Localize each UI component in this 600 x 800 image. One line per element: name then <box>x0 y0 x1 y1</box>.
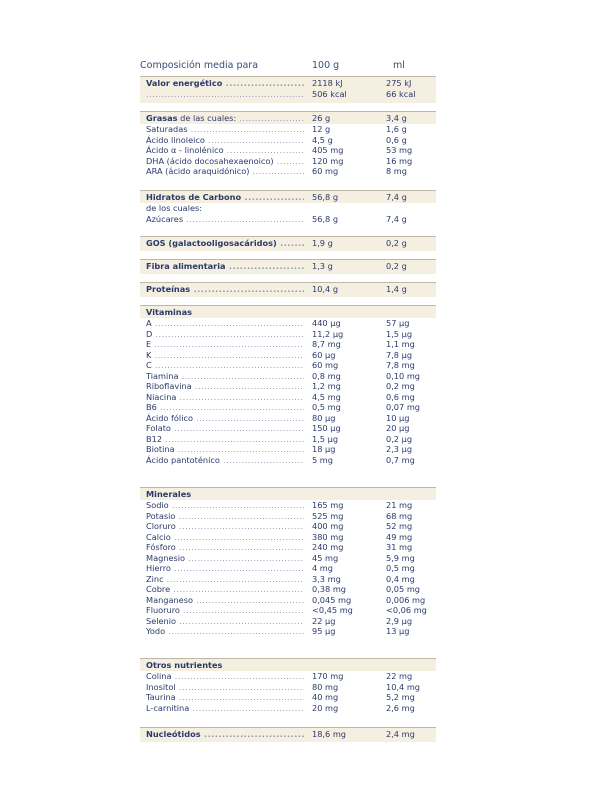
sugars-100g: 56,8 g <box>312 213 339 224</box>
vitamin-row <box>140 392 436 403</box>
other-nutrient-row <box>140 703 436 714</box>
carbs-sub-label: de los cuales: <box>146 203 203 213</box>
mineral-row <box>140 500 436 511</box>
value-per-ml: 0,006 mg <box>386 594 426 605</box>
fats-100g: 26 g <box>312 113 331 123</box>
nutrient-name: Cobre ..... <box>146 584 304 595</box>
value-per-100g: 8,7 mg <box>312 339 341 349</box>
mineral-row <box>140 563 436 574</box>
fats-label: Grasas de las cuales: ..... <box>146 112 304 124</box>
nutrient-name: Yodo ..... <box>146 626 304 637</box>
energy-row-kj <box>140 77 436 89</box>
mineral-row <box>140 553 436 564</box>
minerals-title-row <box>140 488 436 500</box>
carbs-label: Hidratos de Carbono ..... <box>146 191 304 203</box>
nutrient-name: Saturadas ..... <box>146 124 304 135</box>
nutrient-name: B6 ..... <box>146 402 304 413</box>
value-per-ml: 2,3 µg <box>386 444 413 454</box>
energy-section <box>140 76 436 103</box>
vitamin-row <box>140 350 436 361</box>
minerals-section <box>140 487 436 653</box>
value-per-100g: 380 mg <box>312 531 344 542</box>
value-per-ml: 13 µg <box>386 626 410 636</box>
value-per-100g: 0,045 mg <box>312 594 352 605</box>
nutrient-name: D ..... <box>146 329 304 340</box>
protein-100g: 10,4 g <box>312 284 339 294</box>
nutrient-name: Taurina ..... <box>146 692 304 703</box>
nutrient-name: Magnesio ..... <box>146 553 304 564</box>
vitamin-row <box>140 371 436 382</box>
value-per-100g: 165 mg <box>312 500 344 510</box>
value-per-ml: 53 mg <box>386 145 413 155</box>
vitamin-row <box>140 360 436 371</box>
vitamin-row <box>140 413 436 424</box>
nutrient-name: Ácido pantoténico ..... <box>146 455 304 466</box>
fats-ml: 3,4 g <box>386 113 407 123</box>
mineral-row <box>140 521 436 532</box>
gos-row <box>140 237 436 249</box>
vitamin-row <box>140 402 436 413</box>
nutrient-name: Zinc ..... <box>146 574 304 585</box>
nutrient-name: K ..... <box>146 350 304 361</box>
nucleotides-section <box>140 727 436 742</box>
gos-section <box>140 236 436 251</box>
fats-list <box>140 124 436 177</box>
nutrient-name: Manganeso ..... <box>146 595 304 606</box>
nutrient-name: Riboflavina ..... <box>146 381 304 392</box>
value-per-ml: 10 µg <box>386 412 410 423</box>
sugars-label: Azúcares ..... <box>146 214 304 225</box>
value-per-ml: 8 mg <box>386 166 407 176</box>
value-per-100g: 400 mg <box>312 521 344 531</box>
gos-ml: 0,2 g <box>386 238 407 248</box>
header-per-ml: ml <box>393 60 405 71</box>
vitamin-row <box>140 444 436 455</box>
value-per-ml: 0,6 g <box>386 134 407 145</box>
value-per-ml: 5,9 mg <box>386 552 415 563</box>
value-per-ml: 57 µg <box>386 318 410 328</box>
energy-kcal-100g: 506 kcal <box>312 89 347 99</box>
fibre-label: Fibra alimentaria ..... <box>146 260 304 272</box>
value-per-ml: 7,8 mg <box>386 360 415 370</box>
nutrient-name: ARA (ácido araquidónico) ..... <box>146 166 304 177</box>
value-per-100g: 240 mg <box>312 542 344 552</box>
gos-100g: 1,9 g <box>312 238 333 248</box>
value-per-ml: 21 mg <box>386 500 413 510</box>
other-nutrient-row <box>140 692 436 703</box>
nutrient-name: DHA (ácido docosahexaenoico) ..... <box>146 156 304 167</box>
vitamin-row <box>140 339 436 350</box>
sugars-ml: 7,4 g <box>386 213 407 224</box>
value-per-100g: 60 mg <box>312 166 339 176</box>
nutrient-name: Inositol ..... <box>146 682 304 693</box>
fibre-100g: 1,3 g <box>312 261 333 271</box>
value-per-ml: 0,10 mg <box>386 370 421 381</box>
nutrient-name: Tiamina ..... <box>146 371 304 382</box>
others-title-row <box>140 659 436 671</box>
nutrient-name: Cloruro ..... <box>146 521 304 532</box>
value-per-ml: 16 mg <box>386 155 413 166</box>
nutrient-name: Selenio ..... <box>146 616 304 627</box>
mineral-row <box>140 595 436 606</box>
nutrient-name: Ácido fólico ..... <box>146 413 304 424</box>
nutrient-name: C ..... <box>146 360 304 371</box>
nutrient-name: Colina ..... <box>146 671 304 682</box>
value-per-ml: 2,9 µg <box>386 615 413 626</box>
value-per-100g: 1,2 mg <box>312 381 341 391</box>
vitamin-row <box>140 329 436 340</box>
others-list <box>140 671 436 713</box>
value-per-100g: 120 mg <box>312 155 344 166</box>
mineral-row <box>140 616 436 627</box>
carbs-row <box>140 191 436 203</box>
value-per-ml: 22 mg <box>386 671 413 681</box>
minerals-label: Minerales <box>146 489 192 499</box>
vitamins-section <box>140 305 436 481</box>
value-per-100g: 4,5 g <box>312 134 333 145</box>
value-per-ml: 7,8 µg <box>386 349 413 360</box>
protein-section <box>140 282 436 297</box>
header-label: Composición media para <box>140 60 259 71</box>
value-per-100g: 1,5 µg <box>312 433 339 444</box>
value-per-ml: 0,2 mg <box>386 381 415 391</box>
nutrient-name: Sodio ..... <box>146 500 304 511</box>
value-per-100g: 12 g <box>312 124 331 134</box>
value-per-100g: 440 µg <box>312 318 341 328</box>
value-per-ml: 52 mg <box>386 521 413 531</box>
nutrient-name: Biotina ..... <box>146 444 304 455</box>
vitamins-list <box>140 318 436 465</box>
mineral-row <box>140 605 436 616</box>
carbs-100g: 56,8 g <box>312 192 339 202</box>
mineral-row <box>140 584 436 595</box>
value-per-100g: 4,5 mg <box>312 391 341 402</box>
value-per-100g: 4 mg <box>312 563 333 573</box>
value-per-ml: 0,4 mg <box>386 573 415 584</box>
nutrient-name: Fósforo ..... <box>146 542 304 553</box>
value-per-ml: 49 mg <box>386 531 413 542</box>
fat-row <box>140 124 436 135</box>
value-per-ml: <0,06 mg <box>386 605 427 615</box>
protein-row <box>140 283 436 295</box>
nucleotides-100g: 18,6 mg <box>312 729 347 739</box>
nutrient-name: B12 ..... <box>146 434 304 445</box>
value-per-100g: 95 µg <box>312 626 336 636</box>
value-per-100g: 20 mg <box>312 702 339 713</box>
value-per-100g: 22 µg <box>312 615 336 626</box>
energy-kcal-ml: 66 kcal <box>386 89 416 99</box>
value-per-100g: 170 mg <box>312 671 344 681</box>
nutrient-name: Niacina ..... <box>146 392 304 403</box>
mineral-row <box>140 542 436 553</box>
energy-label: Valor energético ..... <box>146 77 304 89</box>
value-per-100g: 45 mg <box>312 552 339 563</box>
value-per-ml: 1,6 g <box>386 124 407 134</box>
others-section <box>140 658 436 719</box>
fat-row <box>140 166 436 177</box>
value-per-100g: 11,2 µg <box>312 328 344 339</box>
value-per-ml: 5,2 mg <box>386 692 415 702</box>
value-per-ml: 0,07 mg <box>386 402 421 412</box>
value-per-ml: 20 µg <box>386 423 410 433</box>
nutrient-name: Hierro ..... <box>146 563 304 574</box>
value-per-100g: 405 mg <box>312 145 344 155</box>
value-per-100g: 5 mg <box>312 454 333 465</box>
carbs-sub-row <box>140 203 436 214</box>
nutrient-name: Potasio ..... <box>146 511 304 522</box>
value-per-100g: 18 µg <box>312 444 336 454</box>
vitamin-row <box>140 423 436 434</box>
fibre-row <box>140 260 436 272</box>
fibre-ml: 0,2 g <box>386 261 407 271</box>
table-header <box>140 60 440 76</box>
nutrient-name: Folato ..... <box>146 423 304 434</box>
value-per-ml: 0,6 mg <box>386 391 415 402</box>
carbs-ml: 7,4 g <box>386 192 407 202</box>
value-per-100g: 0,5 mg <box>312 402 341 412</box>
gos-label: GOS (galactooligosacáridos) ..... <box>146 237 304 249</box>
protein-label: Proteínas ..... <box>146 283 304 295</box>
energy-kj-ml: 275 kJ <box>386 78 412 88</box>
sugars-row <box>140 214 436 225</box>
mineral-row <box>140 532 436 543</box>
vitamins-label: Vitaminas <box>146 307 193 317</box>
vitamins-title-row <box>140 306 436 318</box>
value-per-100g: <0,45 mg <box>312 605 353 615</box>
protein-ml: 1,4 g <box>386 284 407 294</box>
value-per-ml: 0,5 mg <box>386 563 415 573</box>
value-per-ml: 0,7 mg <box>386 454 415 465</box>
others-label: Otros nutrientes <box>146 660 223 670</box>
value-per-ml: 31 mg <box>386 542 413 552</box>
value-per-100g: 0,38 mg <box>312 584 347 594</box>
fats-section <box>140 111 436 184</box>
value-per-100g: 80 µg <box>312 412 336 423</box>
energy-kcal-leader <box>146 89 304 100</box>
value-per-ml: 0,2 µg <box>386 433 413 444</box>
vitamin-row <box>140 381 436 392</box>
value-per-ml: 68 mg <box>386 510 413 521</box>
other-nutrient-row <box>140 671 436 682</box>
value-per-100g: 60 µg <box>312 349 336 360</box>
nutrient-name: A ..... <box>146 318 304 329</box>
vitamin-row <box>140 318 436 329</box>
nucleotides-row <box>140 728 436 740</box>
minerals-list <box>140 500 436 637</box>
value-per-100g: 0,8 mg <box>312 370 341 381</box>
fats-row <box>140 112 436 124</box>
value-per-ml: 1,5 µg <box>386 328 413 339</box>
header-per-100g: 100 g <box>312 60 340 71</box>
mineral-row <box>140 511 436 522</box>
value-per-100g: 60 mg <box>312 360 339 370</box>
mineral-row <box>140 574 436 585</box>
nutrient-name: Ácido α - linolénico ..... <box>146 145 304 156</box>
nutrient-name: Ácido linoleico ..... <box>146 135 304 146</box>
value-per-100g: 3,3 mg <box>312 573 341 584</box>
value-per-100g: 150 µg <box>312 423 341 433</box>
value-per-ml: 2,6 mg <box>386 702 415 713</box>
mineral-row <box>140 626 436 637</box>
value-per-100g: 40 mg <box>312 692 339 702</box>
nutrient-name: E ..... <box>146 339 304 350</box>
fat-row <box>140 145 436 156</box>
value-per-100g: 80 mg <box>312 681 339 692</box>
nucleotides-label: Nucleótidos ..... <box>146 728 304 740</box>
fibre-section <box>140 259 436 274</box>
energy-kj-100g: 2118 kJ <box>312 78 343 88</box>
nucleotides-ml: 2,4 mg <box>386 729 415 739</box>
fat-row <box>140 156 436 167</box>
fat-row <box>140 135 436 146</box>
vitamin-row <box>140 455 436 466</box>
value-per-ml: 0,05 mg <box>386 584 421 594</box>
energy-row-kcal <box>140 89 436 100</box>
value-per-ml: 1,1 mg <box>386 339 415 349</box>
value-per-100g: 525 mg <box>312 510 344 521</box>
vitamin-row <box>140 434 436 445</box>
nutrient-name: Fluoruro ..... <box>146 605 304 616</box>
carbs-section <box>140 190 436 235</box>
other-nutrient-row <box>140 682 436 693</box>
value-per-ml: 10,4 mg <box>386 681 421 692</box>
nutrient-name: L-carnitina ..... <box>146 703 304 714</box>
nutrient-name: Calcio ..... <box>146 532 304 543</box>
